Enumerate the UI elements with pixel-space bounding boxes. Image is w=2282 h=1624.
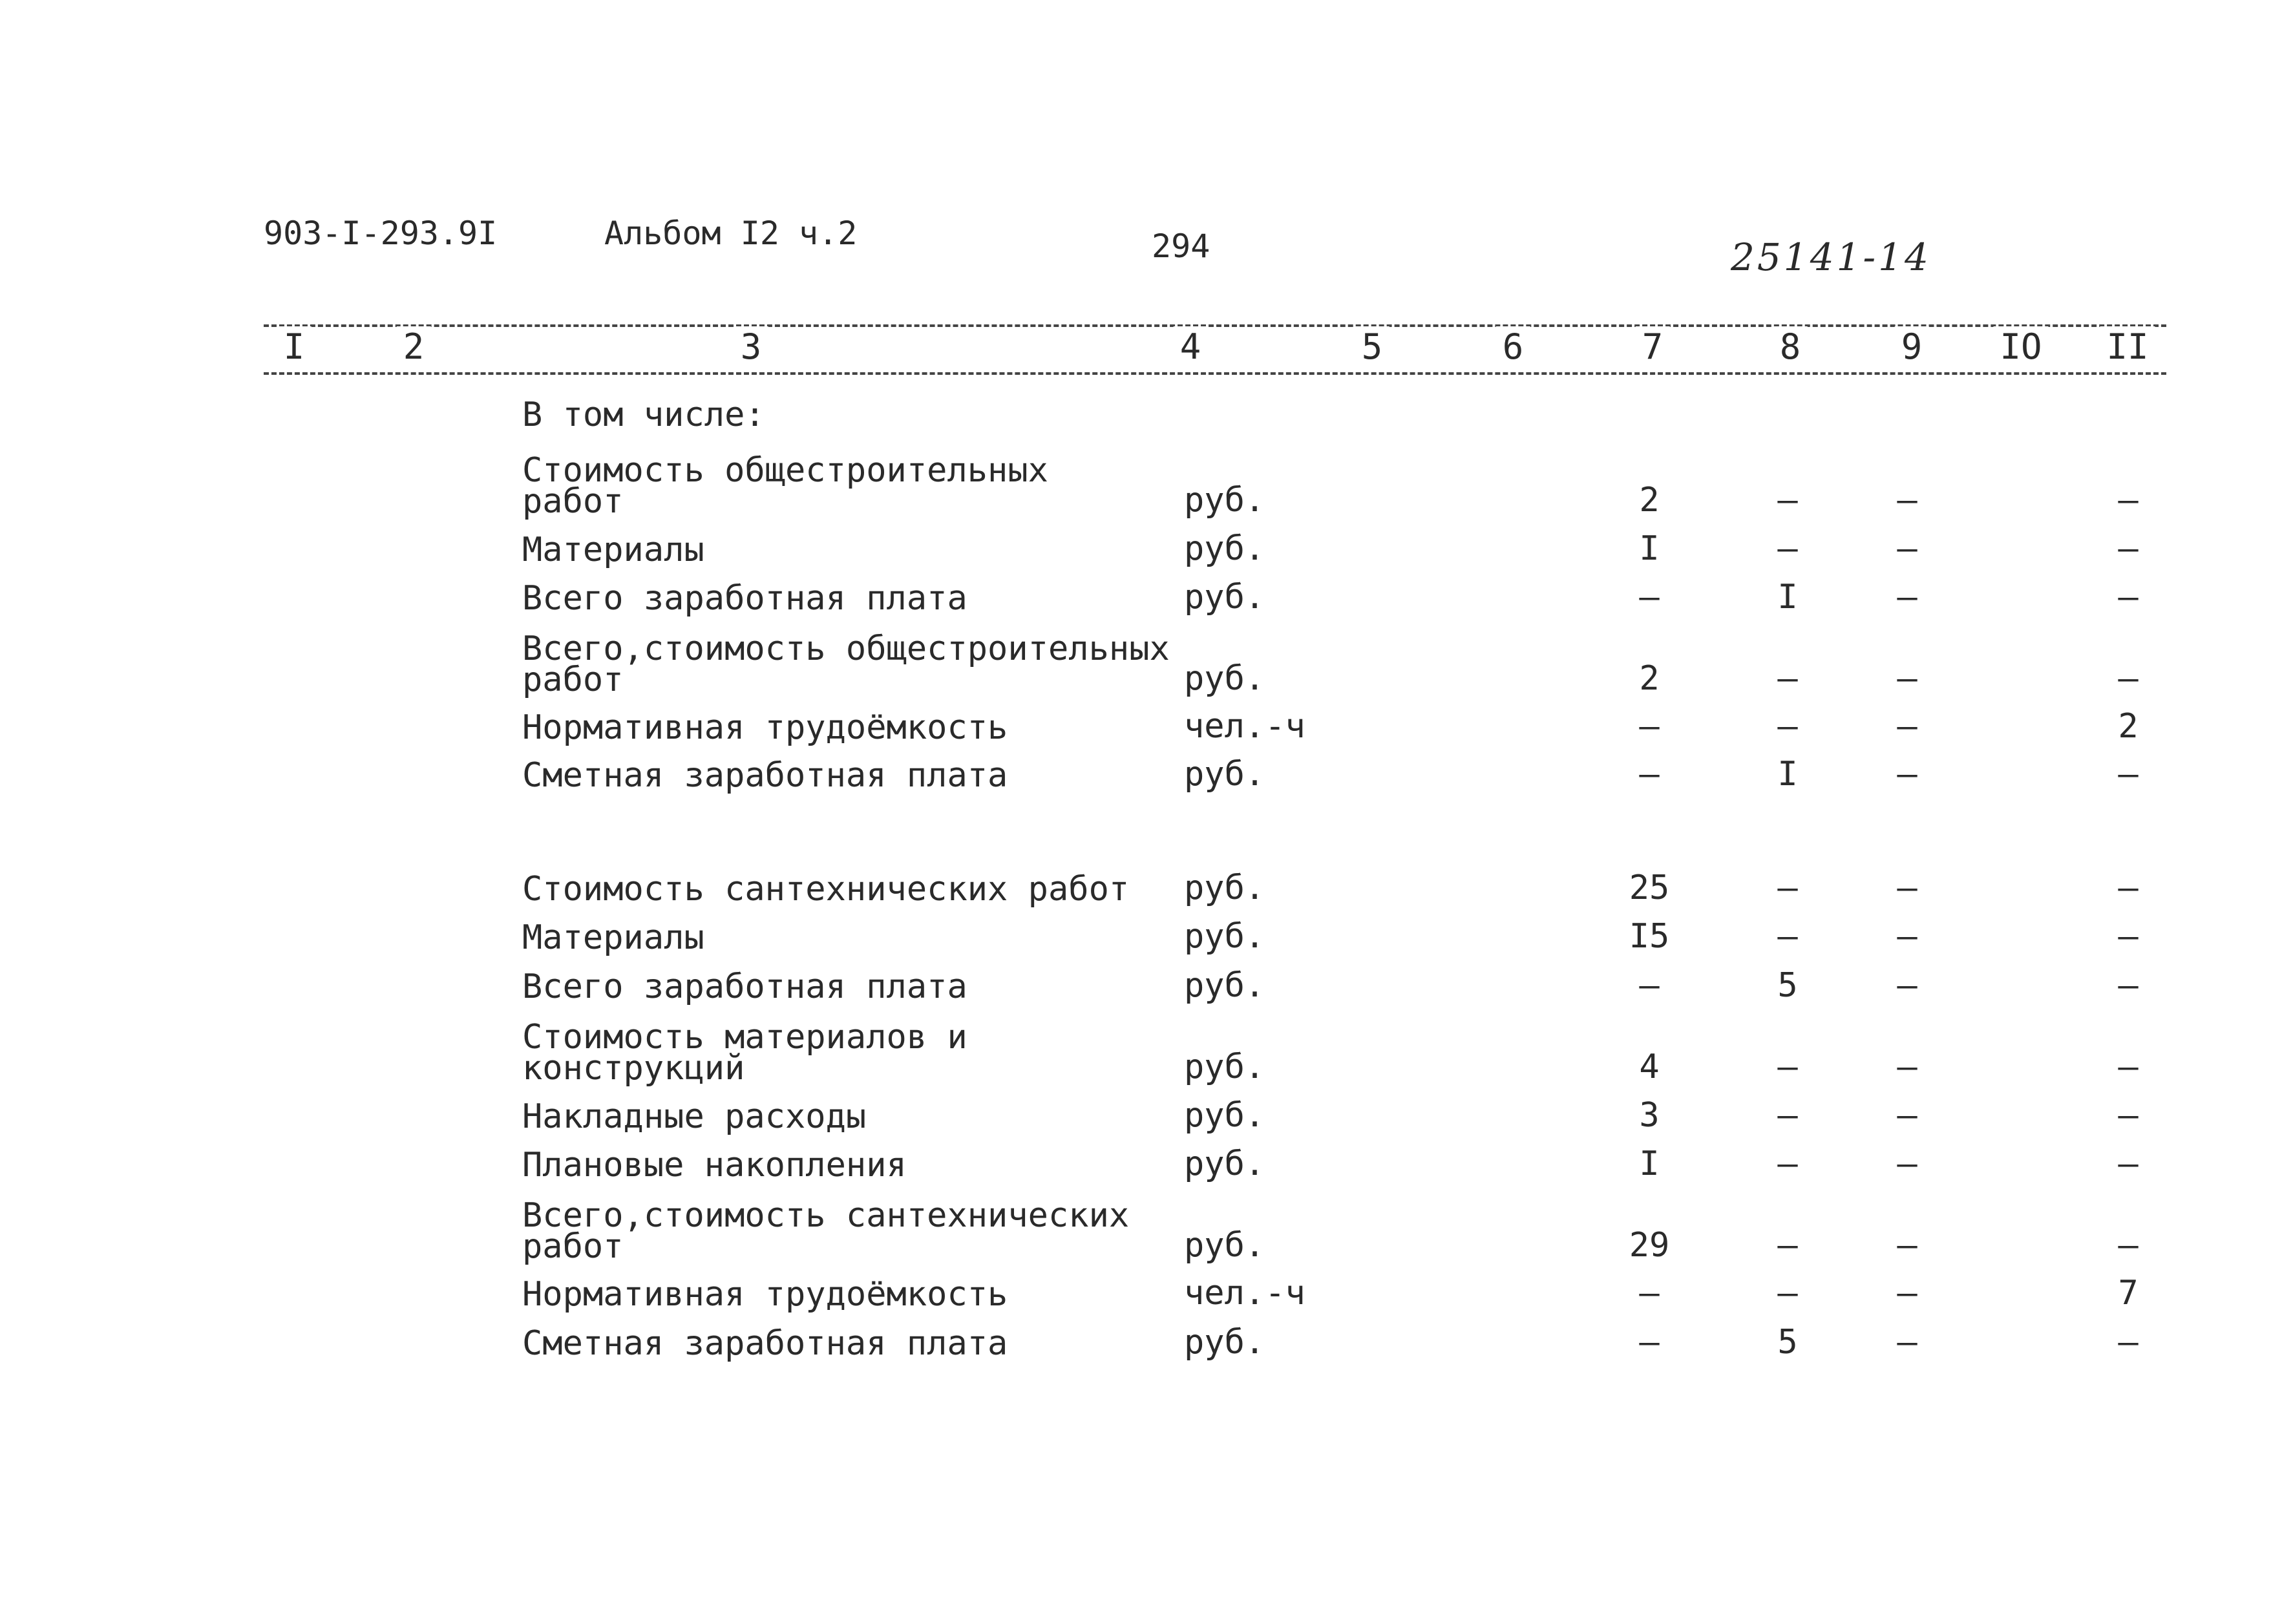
row-name: Всего,стоимость общестроительных работ [522, 629, 1170, 699]
row-value-c9: – [1897, 707, 1918, 746]
row-name: Нормативная трудоёмкость [522, 708, 1008, 747]
column-number-7: 7 [1636, 326, 1670, 367]
header-rule-bottom [264, 372, 2166, 375]
row-value-c7: 2 [1639, 659, 1660, 698]
row-value-c8: I [1777, 755, 1798, 794]
row-value-c7: – [1639, 578, 1660, 617]
document-code: 903-I-293.9I [264, 215, 498, 252]
row-value-c9: – [1897, 481, 1918, 520]
row-name: Плановые накопления [522, 1146, 907, 1185]
row-value-c11: – [2118, 481, 2139, 520]
page-number: 294 [1152, 227, 1210, 265]
row-value-c7: 25 [1629, 869, 1670, 907]
row-value-c9: – [1897, 1274, 1918, 1313]
row-value-c9: – [1897, 1323, 1918, 1362]
row-name: Накладные расходы [522, 1097, 867, 1136]
row-value-c9: – [1897, 578, 1918, 617]
row-value-c11: – [2118, 1096, 2139, 1135]
row-value-c9: – [1897, 869, 1918, 907]
row-value-c7: – [1639, 755, 1660, 794]
row-value-c7: I [1639, 1144, 1660, 1183]
row-value-c7: – [1639, 1274, 1660, 1313]
row-name: Стоимость сантехнических работ [522, 870, 1130, 909]
row-value-c9: – [1897, 917, 1918, 956]
row-unit: чел.-ч [1184, 1274, 1305, 1313]
row-name: Стоимость общестроительных работ [522, 451, 1048, 521]
table-row [0, 1110, 2282, 1185]
row-unit: руб. [1184, 1323, 1265, 1362]
table-row [0, 720, 2282, 795]
row-value-c8: – [1777, 869, 1798, 907]
row-value-c11: 7 [2118, 1274, 2139, 1313]
row-value-c7: I5 [1629, 917, 1670, 956]
row-value-c9: – [1897, 1144, 1918, 1183]
table-row [0, 931, 2282, 1006]
row-value-c9: – [1897, 659, 1918, 698]
row-value-c7: 29 [1629, 1226, 1670, 1265]
row-value-c8: 5 [1777, 966, 1798, 1005]
row-name: Материалы [522, 918, 704, 957]
row-unit: руб. [1184, 1048, 1265, 1086]
row-value-c7: 3 [1639, 1096, 1660, 1135]
row-name: Всего заработная плата [522, 967, 967, 1006]
row-value-c8: – [1777, 659, 1798, 698]
row-unit: руб. [1184, 529, 1265, 568]
table-row [0, 1288, 2282, 1363]
row-value-c8: – [1777, 529, 1798, 568]
row-value-c11: – [2118, 1226, 2139, 1265]
row-value-c11: – [2118, 1144, 2139, 1183]
row-value-c8: 5 [1777, 1323, 1798, 1362]
intro-text: В том числе: [522, 395, 765, 434]
row-value-c8: – [1777, 1096, 1798, 1135]
row-name: Сметная заработная плата [522, 756, 1008, 795]
row-value-c7: – [1639, 707, 1660, 746]
column-number-4: 4 [1174, 326, 1208, 367]
album-label: Альбом I2 ч.2 [604, 215, 858, 252]
row-value-c7: – [1639, 966, 1660, 1005]
row-value-c8: – [1777, 481, 1798, 520]
row-value-c8: – [1777, 917, 1798, 956]
row-name: Материалы [522, 531, 704, 569]
row-value-c11: – [2118, 755, 2139, 794]
row-value-c8: I [1777, 578, 1798, 617]
row-unit: руб. [1184, 1144, 1265, 1183]
row-value-c9: – [1897, 1096, 1918, 1135]
row-value-c7: – [1639, 1323, 1660, 1362]
row-name: Нормативная трудоёмкость [522, 1275, 1008, 1314]
row-value-c8: – [1777, 1144, 1798, 1183]
column-number-5: 5 [1355, 326, 1389, 367]
column-number-10: IO [1993, 326, 2048, 367]
row-unit: руб. [1184, 481, 1265, 520]
row-value-c11: – [2118, 1323, 2139, 1362]
row-unit: руб. [1184, 869, 1265, 907]
row-value-c7: I [1639, 529, 1660, 568]
row-value-c9: – [1897, 966, 1918, 1005]
row-unit: руб. [1184, 755, 1265, 794]
row-value-c11: – [2118, 966, 2139, 1005]
row-value-c11: 2 [2118, 707, 2139, 746]
row-value-c9: – [1897, 529, 1918, 568]
row-value-c11: – [2118, 578, 2139, 617]
row-unit: чел.-ч [1184, 707, 1305, 746]
column-number-6: 6 [1496, 326, 1530, 367]
column-number-1: I [277, 326, 312, 367]
row-value-c9: – [1897, 755, 1918, 794]
row-value-c8: – [1777, 1048, 1798, 1086]
row-unit: руб. [1184, 1226, 1265, 1265]
row-name: Сметная заработная плата [522, 1324, 1008, 1363]
header-rule-top [264, 324, 2166, 327]
row-value-c9: – [1897, 1048, 1918, 1086]
row-unit: руб. [1184, 966, 1265, 1005]
column-number-8: 8 [1773, 326, 1808, 367]
column-number-9: 9 [1895, 326, 1929, 367]
row-name: Всего,стоимость сантехнических работ [522, 1196, 1130, 1266]
column-number-2: 2 [397, 326, 431, 367]
row-unit: руб. [1184, 578, 1265, 617]
row-unit: руб. [1184, 917, 1265, 956]
row-value-c8: – [1777, 1274, 1798, 1313]
row-value-c11: – [2118, 869, 2139, 907]
row-value-c9: – [1897, 1226, 1918, 1265]
row-value-c7: 4 [1639, 1048, 1660, 1086]
table-row [0, 543, 2282, 618]
row-value-c8: – [1777, 707, 1798, 746]
row-value-c11: – [2118, 659, 2139, 698]
row-name: Всего заработная плата [522, 579, 967, 618]
row-name: Стоимость материалов и конструкций [522, 1018, 967, 1088]
row-value-c11: – [2118, 917, 2139, 956]
row-value-c7: 2 [1639, 481, 1660, 520]
handwritten-code: 25141-14 [1731, 235, 1931, 279]
column-number-11: II [2100, 326, 2155, 367]
row-value-c11: – [2118, 529, 2139, 568]
column-number-3: 3 [734, 326, 768, 367]
row-unit: руб. [1184, 1096, 1265, 1135]
row-value-c11: – [2118, 1048, 2139, 1086]
row-value-c8: – [1777, 1226, 1798, 1265]
row-unit: руб. [1184, 659, 1265, 698]
